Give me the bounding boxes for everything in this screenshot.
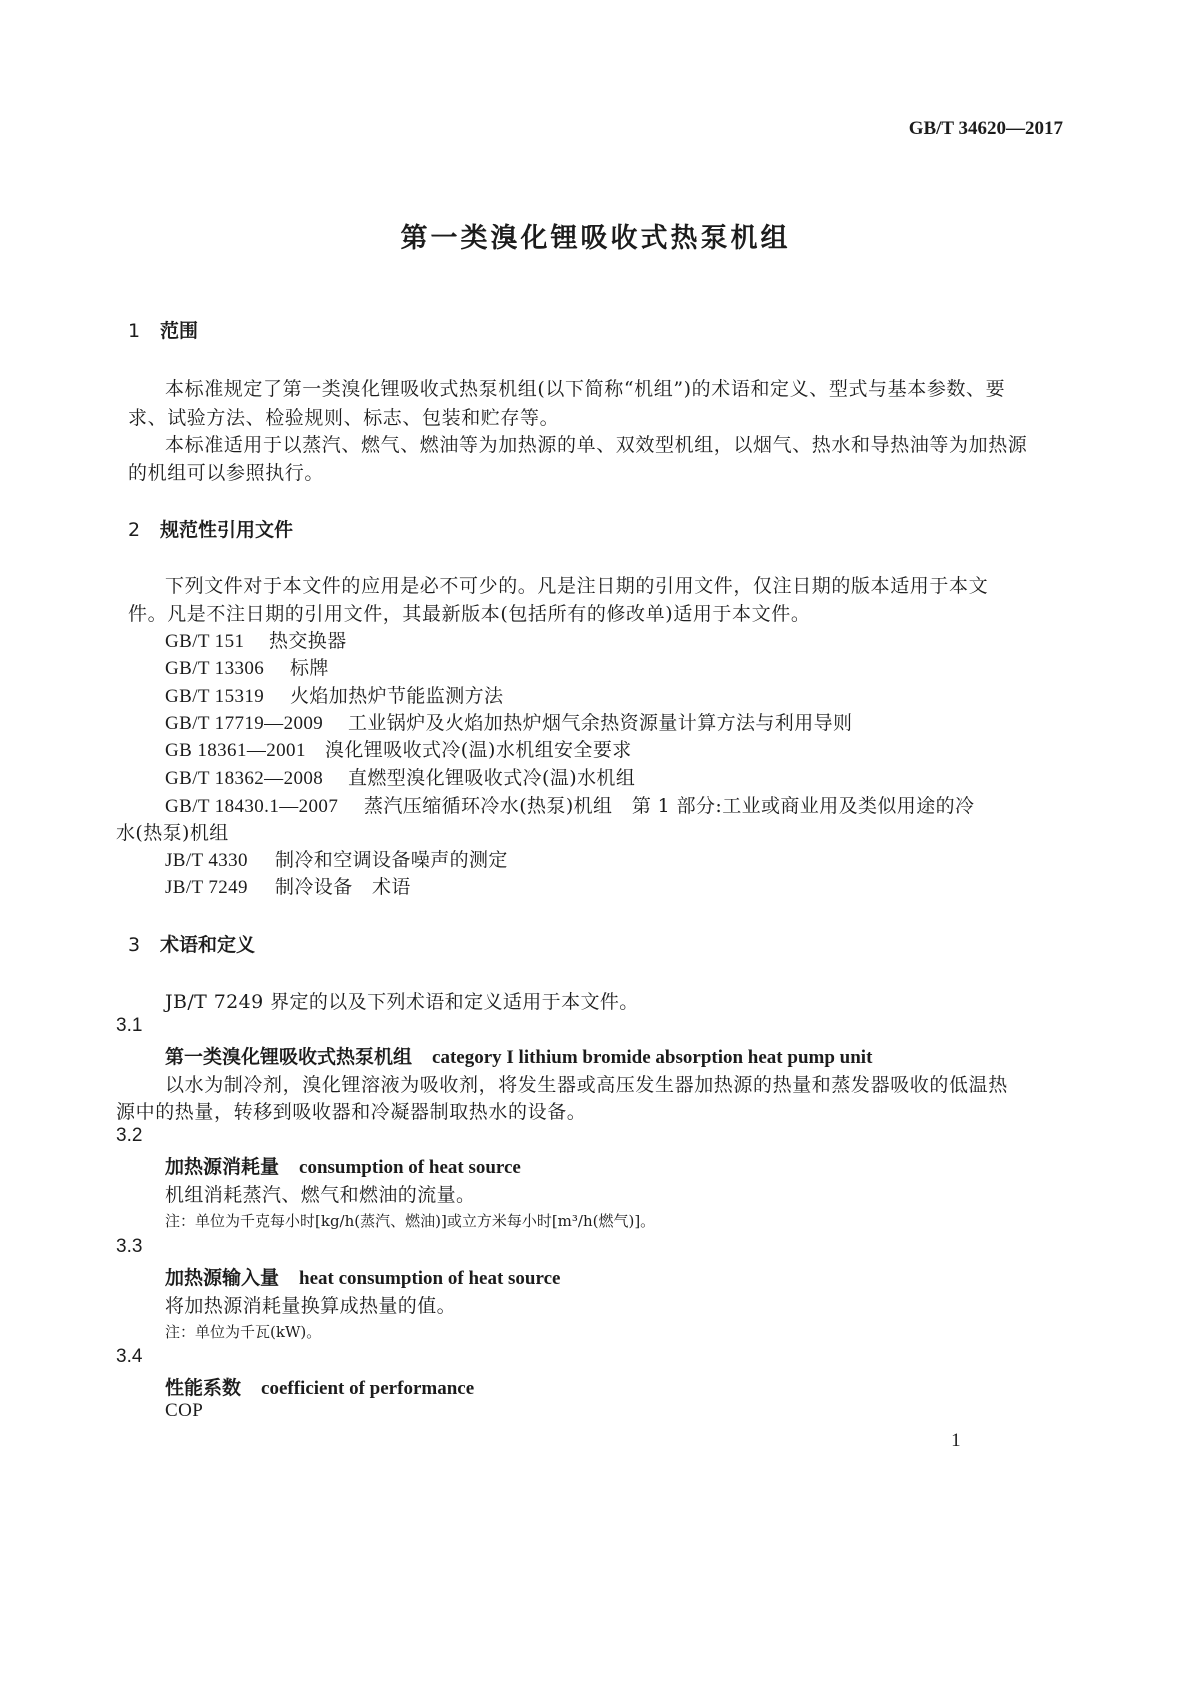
term-heading: [165, 1263, 560, 1290]
section-number: 2: [128, 519, 141, 541]
reference-item: [165, 763, 635, 790]
reference-item: [165, 626, 347, 653]
definition-line: COP: [165, 1400, 204, 1421]
term-zh: 第一类溴化锂吸收式热泵机组: [165, 1046, 413, 1068]
reference-item: [165, 735, 632, 762]
definition-line: 以水为制冷剂，溴化锂溶液为吸收剂，将发生器或高压发生器加热源的热量和蒸发器吸收的低温热: [165, 1074, 1008, 1096]
reference-title: 标牌: [290, 657, 329, 679]
reference-code: GB 18361—2001: [165, 740, 306, 761]
reference-title: 火焰加热炉节能监测方法: [290, 685, 504, 707]
paragraph-line: 本标准规定了第一类溴化锂吸收式热泵机组(以下简称“机组”)的术语和定义、型式与基本参数、要: [165, 378, 1006, 400]
reference-title: 热交换器: [269, 630, 347, 652]
term-heading: [165, 1152, 521, 1179]
paragraph-line: 本标准适用于以蒸汽、燃气、燃油等为加热源的单、双效型机组，以烟气、热水和导热油等为加热源: [165, 434, 1028, 456]
reference-code: GB/T 18362—2008: [165, 768, 324, 789]
reference-item: [165, 845, 508, 872]
paragraph-line: 求、试验方法、检验规则、标志、包装和贮存等。: [128, 407, 560, 429]
reference-title: 蒸汽压缩循环冷水(热泵)机组 第 1 部分:工业或商业用及类似用途的冷: [364, 795, 975, 817]
term-en: category I lithium bromide absorption heat pump unit: [432, 1047, 873, 1068]
paragraph-line: 件。凡是不注日期的引用文件，其最新版本(包括所有的修改单)适用于本文件。: [128, 603, 811, 625]
term-heading: [165, 1373, 474, 1400]
reference-item: [165, 872, 411, 899]
reference-title: 制冷和空调设备噪声的测定: [275, 849, 508, 871]
reference-code: GB/T 17719—2009: [165, 713, 324, 734]
term-number: 3.1: [116, 1015, 143, 1036]
section-title: 范围: [160, 320, 199, 342]
term-zh: 加热源输入量: [165, 1267, 280, 1289]
section-title: 规范性引用文件: [160, 519, 294, 541]
reference-code: GB/T 15319: [165, 686, 265, 707]
standard-id: GB/T 34620—2017: [908, 118, 1063, 139]
reference-title: 工业锅炉及火焰加热炉烟气余热资源量计算方法与利用导则: [348, 712, 853, 734]
reference-item: [165, 653, 329, 680]
paragraph-line: 下列文件对于本文件的应用是必不可少的。凡是注日期的引用文件，仅注日期的版本适用于本文: [165, 575, 989, 597]
term-en: coefficient of performance: [261, 1378, 475, 1399]
section-number: 3: [128, 934, 141, 956]
paragraph-line: JB/T 7249 界定的以及下列术语和定义适用于本文件。: [165, 991, 639, 1013]
term-number: 3.2: [116, 1125, 143, 1146]
reference-item: [165, 708, 852, 735]
reference-code: JB/T 7249: [165, 877, 248, 898]
term-zh: 加热源消耗量: [165, 1156, 280, 1178]
section-3-heading: [128, 930, 255, 957]
term-en: heat consumption of heat source: [299, 1268, 561, 1289]
section-2-heading: [128, 515, 293, 542]
reference-continuation: 水(热泵)机组: [116, 822, 229, 844]
reference-code: JB/T 4330: [165, 850, 248, 871]
definition-line: 将加热源消耗量换算成热量的值。: [165, 1295, 457, 1317]
reference-code: GB/T 151: [165, 631, 245, 652]
definition-line: 源中的热量，转移到吸收器和冷凝器制取热水的设备。: [116, 1101, 587, 1123]
term-note: 注：单位为千瓦(kW)。: [165, 1323, 322, 1341]
reference-code: GB/T 13306: [165, 658, 265, 679]
reference-code: GB/T 18430.1—2007: [165, 796, 339, 817]
reference-item: [165, 681, 503, 708]
reference-title: 溴化锂吸收式冷(温)水机组安全要求: [325, 739, 632, 761]
term-number: 3.3: [116, 1236, 143, 1257]
definition-line: 机组消耗蒸汽、燃气和燃油的流量。: [165, 1184, 476, 1206]
section-1-heading: [128, 316, 198, 343]
document-title: 第一类溴化锂吸收式热泵机组: [400, 223, 791, 254]
reference-item: [165, 791, 974, 818]
term-zh: 性能系数: [165, 1377, 242, 1399]
reference-title: 制冷设备 术语: [275, 876, 411, 898]
section-number: 1: [128, 320, 141, 342]
term-en: consumption of heat source: [299, 1157, 521, 1178]
reference-title: 直燃型溴化锂吸收式冷(温)水机组: [348, 767, 636, 789]
paragraph-line: 的机组可以参照执行。: [128, 462, 325, 484]
section-title: 术语和定义: [160, 934, 256, 956]
term-heading: [165, 1042, 872, 1069]
term-note: 注：单位为千克每小时[kg/h(蒸汽、燃油)]或立方米每小时[m³/h(燃气)]。: [165, 1212, 656, 1230]
term-number: 3.4: [116, 1346, 143, 1367]
page-number: 1: [951, 1430, 961, 1451]
